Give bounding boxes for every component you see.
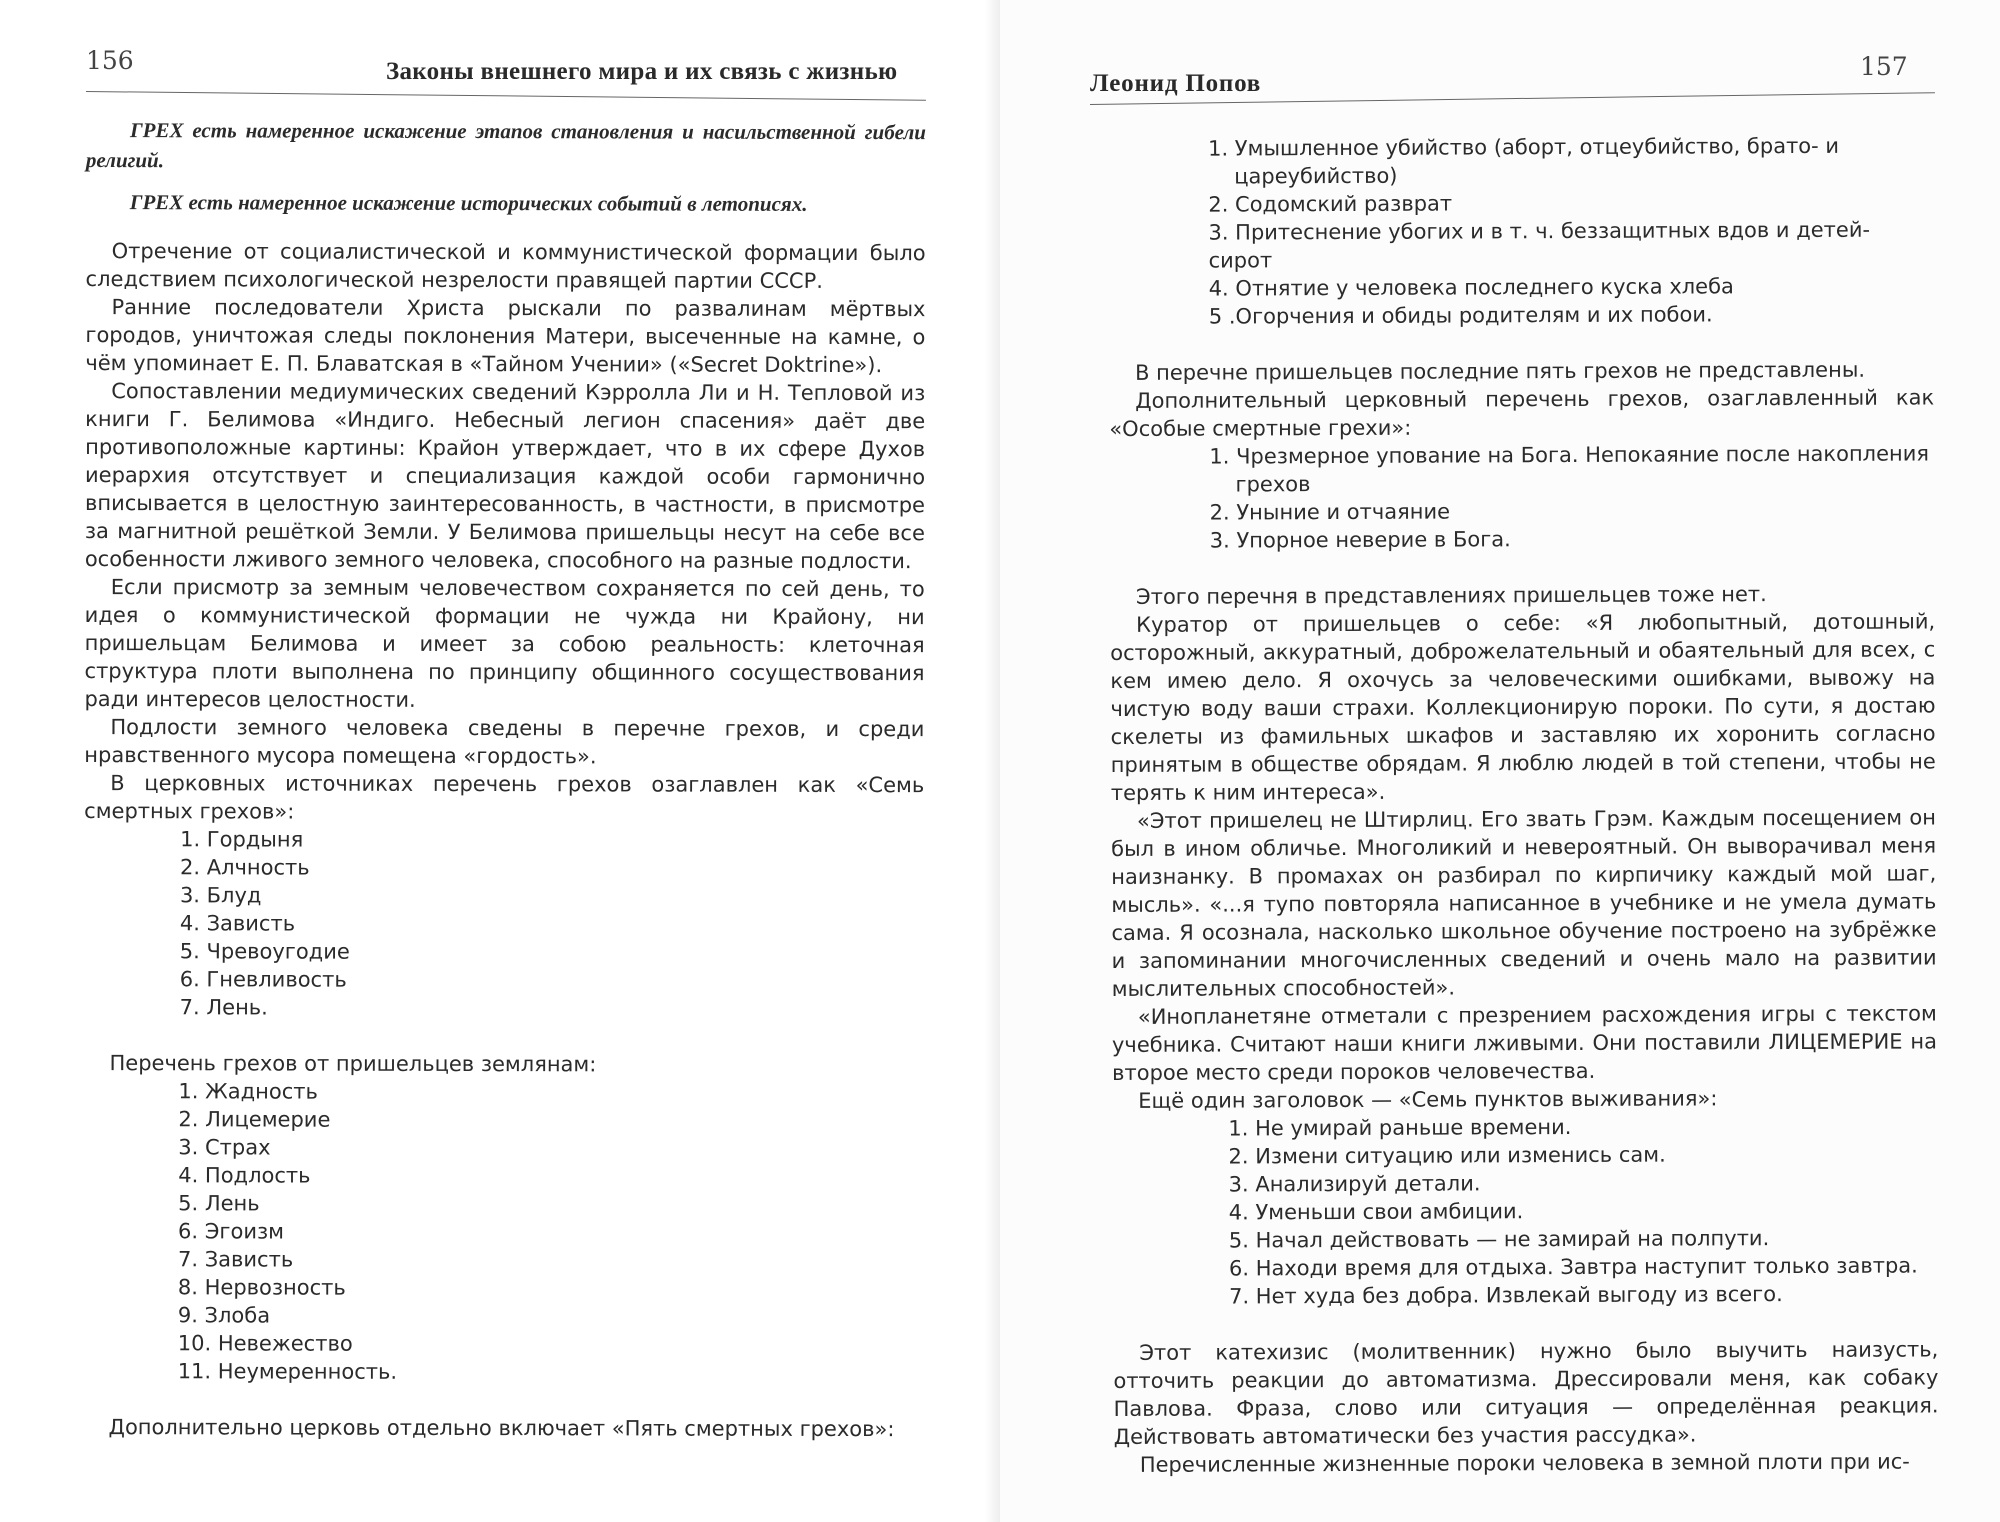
list-item: 1. Жадность xyxy=(178,1079,318,1104)
paragraph: «Этот пришелец не Штирлиц. Его звать Грэм. Каждым посещением он был в ином обличье. Многоликий и невероятный. Он выворачивал меня наизнанку. В промахах он разбирал по кирпичику каждый мой шаг, мысль». «...я тупо повторяла написанное в учебнике и не умела думать сама. Я осознала, насколько школьное обучение построено на зубрёжке и запоминании многочисленных сведений и очень мало на развитии мыслительных способностей». xyxy=(1111,805,1937,1001)
list-item: 5 .Огорчения и обиды родителям и их побои. xyxy=(1208,302,1713,329)
seven-sins-list xyxy=(84,825,925,1023)
paragraph: Сопоставлении медиумических сведений Кэрролла Ли и Н. Тепловой из книги Г. Белимова «Индиго. Небесный легион спасения» даёт две противоположные картины: Крайон утверждает, что в их сфере Духов иерархия отсутствует и специализация каждой особи гармонично вписывается в целостную заинтересованность, в частности, в присмотре за магнитной решёткой Земли. У Белимова пришельцы несут на себе все особенности лживого земного человека, способного на разные подлости. xyxy=(84,379,926,574)
paragraph: Отречение от социалистической и коммунистической формации было следствием психологической незрелости правящей партии СССР. xyxy=(85,239,926,293)
paragraph: «Инопланетяне отметали с презрением расхождения игры с текстом учебника. Считают наши книги лживыми. Они поставили ЛИЦЕМЕРИЕ на второе место среди пороков человечества. xyxy=(1111,1001,1938,1085)
list-item: 2. Измени ситуацию или изменись сам. xyxy=(1228,1142,1666,1169)
list-item: 2. Содомский разврат xyxy=(1208,191,1453,217)
paragraph: Перечисленные жизненные пороки человека в земной плоти при ис- xyxy=(1139,1449,1910,1477)
running-title: Законы внешнего мира и их связь с жизнью xyxy=(386,58,898,85)
definition: ГРЕХ есть намеренное искажение этапов становления и насильственной гибели религий. xyxy=(85,118,926,173)
list-item: 8. Нервозность xyxy=(177,1275,346,1300)
left-body xyxy=(83,115,926,1443)
list-item: 1. Не умирай раньше времени. xyxy=(1228,1114,1572,1141)
list-item: 4. Отнятие у человека последнего куска хлеба xyxy=(1208,274,1734,301)
list-item: 10. Невежество xyxy=(177,1331,353,1356)
definition: ГРЕХ есть намеренное искажение исторических событий в летописях. xyxy=(129,190,808,216)
special-sins-list xyxy=(1109,439,1934,555)
list-item: 7. Лень. xyxy=(179,995,268,1020)
paragraph: Дополнительный церковный перечень грехов, озаглавленный как «Особые смертные грехи»: xyxy=(1109,385,1935,441)
paragraph: Этот катехизис (молитвенник) нужно было выучить наизусть, отточить реакции до автоматизма. Дрессировали меня, как собаку Павлова. Фраза, слово или ситуация — определённая реакция. Действовать автоматически без участия рассудка». xyxy=(1113,1337,1939,1449)
paragraph: Дополнительно церковь отдельно включает «Пять смертных грехов»: xyxy=(108,1415,895,1442)
list-item: 5. Чревоугодие xyxy=(179,939,350,964)
list-item: 2. Алчность xyxy=(179,855,310,880)
paragraph: Перечень грехов от пришельцев землянам: xyxy=(109,1051,597,1077)
list-item: 4. Подлость xyxy=(178,1163,311,1188)
alien-sins-list xyxy=(83,1077,924,1387)
list-item: 5. Лень xyxy=(178,1191,260,1216)
list-item: 6. Эгоизм xyxy=(178,1219,285,1244)
page-number: 156 xyxy=(86,46,134,75)
list-item: 4. Уменьши свои амбиции. xyxy=(1228,1199,1524,1225)
list-item: 2. Лицемерие xyxy=(178,1107,331,1132)
list-item: 3. Анализируй детали. xyxy=(1228,1171,1481,1197)
five-sins-list xyxy=(1108,131,1934,331)
list-item: 3. Упорное неверие в Бога. xyxy=(1209,527,1511,553)
survival-list xyxy=(1112,1111,1938,1311)
paragraph: В перечне пришельцев последние пять грехов не представлены. xyxy=(1134,357,1866,385)
paragraph: Подлости земного человека сведены в перечне грехов, и среди нравственного мусора помещена «гордость». xyxy=(84,715,925,769)
right-body xyxy=(1108,131,1939,1479)
running-author: Леонид Попов xyxy=(1090,70,1262,97)
paragraph: В церковных источниках перечень грехов озаглавлен как «Семь смертных грехов»: xyxy=(84,771,925,824)
paragraph: Ранние последователи Христа рыскали по развалинам мёртвых городов, уничтожая следы поклонения Матери, высеченные на камне, о чём упоминает Е. П. Блаватская в «Тайном Учении» («Secret Doktrine»). xyxy=(85,295,926,378)
header-rule xyxy=(86,91,926,101)
paragraph: Этого перечня в представлениях пришельцев тоже нет. xyxy=(1135,582,1767,609)
list-item: 3. Блуд xyxy=(179,883,262,908)
list-item: 7. Зависть xyxy=(177,1247,294,1272)
list-item: 1. Чрезмерное упование на Бога. Непокаяние после накопления грехов xyxy=(1209,441,1930,497)
list-item: 9. Злоба xyxy=(177,1303,271,1328)
list-item: 11. Неумеренность. xyxy=(177,1359,398,1384)
list-item: 3. Страх xyxy=(178,1135,271,1160)
paragraph: Куратор от пришельцев о себе: «Я любопытный, дотошный, осторожный, аккуратный, доброжелательный и обаятельный для всех, с кем имею дело. Я охочусь за человеческими ошибками, вывожу на чистую воду ваши страхи. Коллекционирую пороки. По сути, я достаю скелеты из фамильных шкафов и заставляю их хоронить согласно принятым в обществе обрядам. Я люблю людей в той степени, чтобы не терять к ним интереса». xyxy=(1110,609,1936,805)
right-page xyxy=(1000,0,2000,1522)
list-item: 6. Гневливость xyxy=(179,967,347,992)
list-item: 3. Притеснение убогих и в т. ч. беззащитных вдов и детей-сирот xyxy=(1208,217,1871,273)
list-item: 1. Умышленное убийство (аборт, отцеубийство, брато- и цареубийство) xyxy=(1208,133,1840,189)
list-item: 4. Зависть xyxy=(179,911,296,936)
list-item: 7. Нет худа без добра. Извлекай выгоду из всего. xyxy=(1229,1282,1783,1309)
list-item: 2. Уныние и отчаяние xyxy=(1209,499,1451,525)
list-item: 6. Находи время для отдыха. Завтра наступит только завтра. xyxy=(1228,1253,1918,1281)
list-item: 1. Гордыня xyxy=(180,827,304,852)
page-number: 157 xyxy=(1860,52,1908,81)
paragraph: Если присмотр за земным человечеством сохраняется по сей день, то идея о коммунистической формации не чужда ни Крайону, ни пришельцам Белимова и имеет за собою реальность: клеточная структура плоти выполнена по принципу общинного сосуществования ради интересов целостности. xyxy=(84,575,925,712)
list-item: 5. Начал действовать — не замирай на полпути. xyxy=(1228,1226,1770,1253)
paragraph: Ещё один заголовок — «Семь пунктов выживания»: xyxy=(1138,1086,1718,1113)
